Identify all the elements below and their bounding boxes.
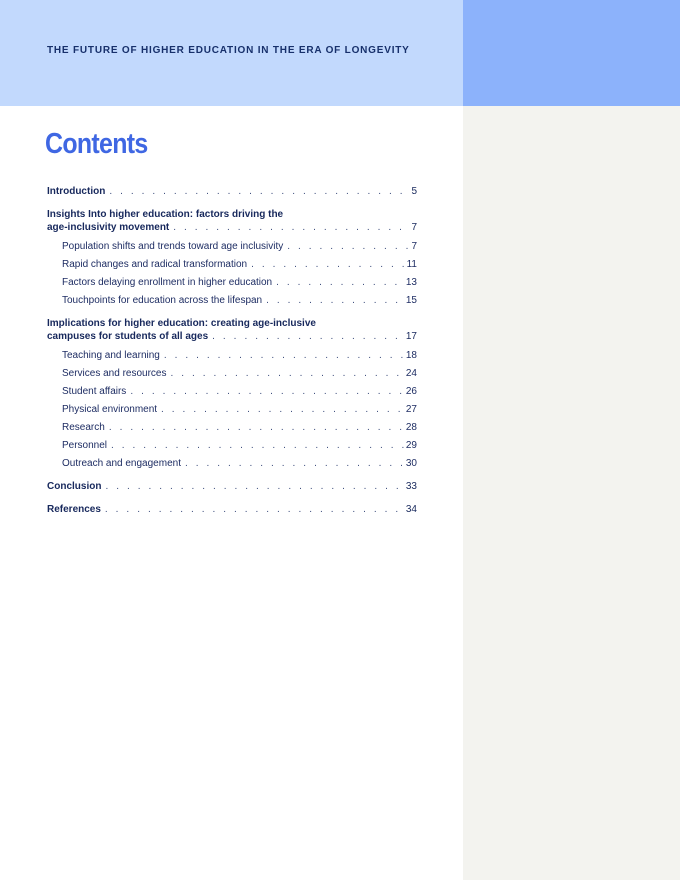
table-of-contents <box>47 183 417 516</box>
toc-entry-services-resources[interactable] <box>47 367 417 380</box>
document-title: THE FUTURE OF HIGHER EDUCATION IN THE ERA OF LONGEVITY <box>47 45 410 56</box>
toc-entry-label: Teaching and learning <box>62 350 160 361</box>
toc-entry-label-line1: Implications for higher education: creating age-inclusive <box>47 318 316 329</box>
dot-leader <box>266 294 404 307</box>
toc-entry-page: 27 <box>405 404 417 415</box>
dot-leader <box>161 403 404 416</box>
toc-entry-page: 7 <box>411 241 417 252</box>
toc-entry-page: 28 <box>405 422 417 433</box>
dot-leader <box>251 258 405 271</box>
dot-leader <box>111 439 404 452</box>
toc-entry-conclusion[interactable] <box>47 480 417 493</box>
toc-entry-student-affairs[interactable] <box>47 385 417 398</box>
toc-entry-rapid-changes[interactable] <box>47 258 417 271</box>
toc-entry-population-shifts[interactable] <box>47 240 417 253</box>
toc-entry-factors-delaying[interactable] <box>47 276 417 289</box>
toc-entry-label: Rapid changes and radical transformation <box>62 259 248 270</box>
toc-entry-page: 26 <box>405 386 417 397</box>
side-panel <box>463 106 680 880</box>
dot-leader <box>185 457 404 470</box>
header-accent-block <box>463 0 680 106</box>
toc-entry-label: Research <box>62 422 105 433</box>
dot-leader <box>276 276 404 289</box>
toc-entry-page: 29 <box>405 440 417 451</box>
toc-entry-page: 17 <box>405 331 417 342</box>
toc-entry-references[interactable] <box>47 503 417 516</box>
dot-leader <box>164 349 404 362</box>
toc-entry-label: Student affairs <box>62 386 127 397</box>
toc-entry-label: Services and resources <box>62 368 167 379</box>
dot-leader <box>109 185 409 198</box>
toc-entry-page: 33 <box>405 481 417 492</box>
dot-leader <box>130 385 404 398</box>
toc-entry-page: 18 <box>405 350 417 361</box>
dot-leader <box>105 503 404 516</box>
toc-entry-page: 5 <box>411 186 417 197</box>
toc-entry-page: 30 <box>405 458 417 469</box>
toc-entry-label: Introduction <box>47 186 106 197</box>
toc-entry-label: Physical environment <box>62 404 158 415</box>
dot-leader <box>212 330 404 343</box>
toc-entry-page: 7 <box>411 222 417 233</box>
toc-entry-label-line1: Insights Into higher education: factors driving the <box>47 209 284 220</box>
dot-leader <box>171 367 404 380</box>
toc-entry-page: 13 <box>405 277 417 288</box>
dot-leader <box>109 421 404 434</box>
toc-entry-page: 11 <box>406 259 417 270</box>
toc-entry-label: Personnel <box>62 440 108 451</box>
toc-entry-label: Touchpoints for education across the lifespan <box>62 295 263 306</box>
toc-entry-page: 34 <box>405 504 417 515</box>
toc-entry-label: Outreach and engagement <box>62 458 181 469</box>
dot-leader <box>105 480 403 493</box>
toc-entry-page: 15 <box>405 295 417 306</box>
toc-entry-label: Factors delaying enrollment in higher education <box>62 277 273 288</box>
toc-entry-research[interactable] <box>47 421 417 434</box>
toc-entry-personnel[interactable] <box>47 439 417 452</box>
toc-entry-label: campuses for students of all ages <box>47 331 209 342</box>
toc-entry-label: Population shifts and trends toward age inclusivity <box>62 241 284 252</box>
contents-heading: Contents <box>45 128 148 160</box>
toc-entry-touchpoints[interactable] <box>47 294 417 307</box>
toc-entry-introduction[interactable] <box>47 185 417 198</box>
toc-entry-label: age-inclusivity movement <box>47 222 170 233</box>
dot-leader <box>287 240 409 253</box>
toc-entry-label: Conclusion <box>47 481 102 492</box>
toc-entry-page: 24 <box>405 368 417 379</box>
dot-leader <box>173 221 409 234</box>
toc-entry-implications[interactable] <box>47 317 417 343</box>
toc-entry-outreach-engagement[interactable] <box>47 457 417 470</box>
toc-entry-teaching-learning[interactable] <box>47 349 417 362</box>
toc-entry-insights[interactable] <box>47 208 417 234</box>
toc-entry-physical-environment[interactable] <box>47 403 417 416</box>
toc-entry-label: References <box>47 504 101 515</box>
